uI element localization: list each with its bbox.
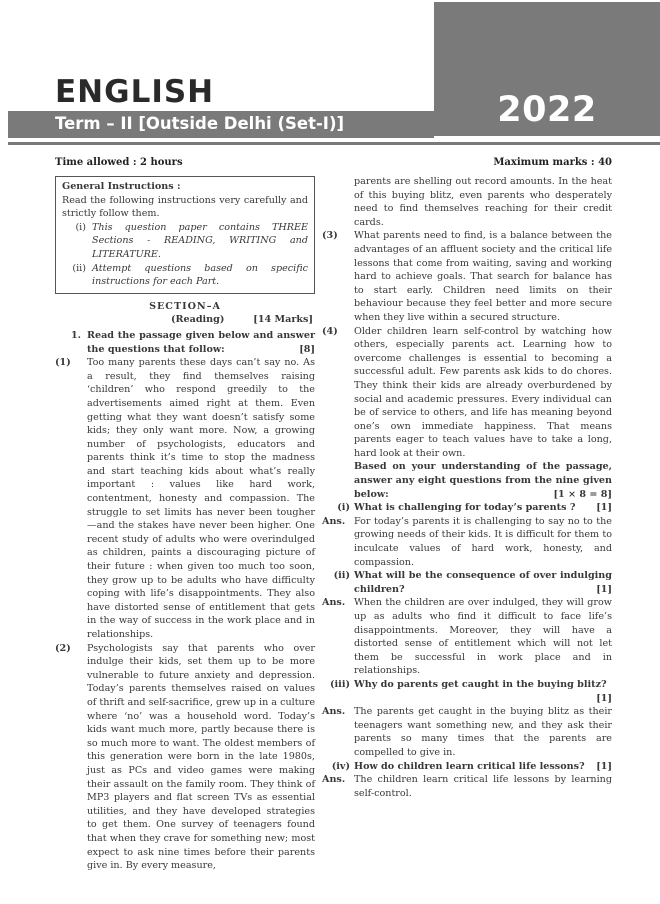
sub-question-text [354, 501, 612, 515]
answer-instruction [322, 460, 612, 501]
sub-question [322, 678, 612, 705]
subject-title: ENGLISH [55, 74, 215, 110]
section-subtitle-row [55, 313, 313, 327]
answer-instruction-text: Based on your understanding of the passage, answer any eight questions from the nine given below: [354, 461, 612, 500]
instruction-number: (i) [75, 221, 86, 233]
paragraph-number: (1) [55, 357, 71, 369]
passage-paragraph [322, 325, 612, 461]
sub-question-label: What will be the consequence of over indulging children? [354, 570, 612, 595]
paragraph-number: (2) [55, 642, 71, 654]
sub-question-marks: [1] [596, 760, 612, 772]
answer-label: Ans. [322, 515, 346, 527]
question-1-text: Read the passage given below and answer the questions that follow: [87, 329, 315, 355]
sub-question-number: (ii) [333, 570, 350, 582]
answer-text: When the children are over indulged, they will grow up as adults who find it difficult to face life’s disappointments. Moreover, they will have a distorted sense of entitlement which will not let them be successful in work place and in relationships. [354, 597, 612, 677]
passage-paragraph [55, 642, 315, 873]
exam-year: 2022 [497, 90, 597, 130]
sub-question-number: (i) [337, 502, 350, 514]
answer [322, 773, 612, 800]
paragraph-number [322, 175, 354, 229]
paragraph-text: Older children learn self-control by watching how others, especially parents act. Learning how to overcome challenges is essential to becoming a successful adult. Few parents ask kids to do chores. They think their kids are already overburdened by social and academic pressures. Every individual can be of service to others, and life has meaning beyond one’s own immediate happiness. That means parents eager to teach values have to take a long, hard look at their own. [354, 325, 612, 459]
answer-label: Ans. [322, 706, 346, 718]
answer-label: Ans. [322, 774, 346, 786]
question-marks: [8] [299, 343, 315, 355]
instruction-text: Attempt questions based on specific instructions for each Part. [92, 262, 308, 288]
answer [322, 705, 612, 759]
answer [322, 596, 612, 678]
instructions-title: General Instructions : [62, 181, 181, 192]
section-title: SECTION–A [149, 300, 221, 312]
answer-instruction-marks: [1 × 8 = 8] [553, 488, 612, 500]
sub-question-text [354, 760, 612, 774]
paragraph-text: parents are shelling out record amounts. In the heat of this buying blitz, even parents who desperately need to find themselves reaching for their credit cards. [354, 176, 612, 228]
passage-paragraph [322, 229, 612, 324]
sub-question [322, 569, 612, 596]
paragraph-text: Psychologists say that parents who over indulge their kids, set them up to be more vulnerable to future anxiety and depression. Today’s parents themselves raised on values of thrift and self-sacrifice, grew up in a culture where ‘no’ was a household word. Today’s kids want much more, partly because there is so much more to want. The oldest members of this generation were born in the late 1980s, just as PCs and video games were making their assault on the family room. They think of MP3 players and flat screen TVs as essential utilities, and they have developed strategies to get them. One survey of teenagers found that when they crave for something new; most expect to ask nine times before their parents give in. By every measure, [87, 642, 315, 872]
answer-label: Ans. [322, 597, 346, 609]
section-marks: [14 Marks] [253, 314, 313, 326]
instruction-item [62, 221, 308, 262]
sub-question-number: (iv) [331, 760, 350, 772]
header-divider [8, 142, 660, 145]
maximum-marks: Maximum marks : 40 [493, 157, 612, 168]
passage-paragraph-continued [322, 175, 612, 229]
sub-question-text [354, 569, 612, 596]
section-subtitle: (Reading) [171, 314, 225, 326]
question-text [87, 329, 315, 356]
instructions-intro: Read the following instructions very carefully and strictly follow them. [62, 194, 308, 220]
paragraph-number: (4) [322, 325, 338, 337]
instruction-item [62, 262, 308, 289]
answer-text: The parents get caught in the buying blitz as their teenagers want something new, and they ask their parents so many times that the parents are compelled to give in. [354, 706, 612, 758]
sub-question [322, 501, 612, 515]
sub-question-label: Why do parents get caught in the buying blitz? [354, 678, 607, 690]
instruction-text: This question paper contains THREE Sections - READING, WRITING and LITERATURE. [92, 221, 308, 260]
general-instructions-box [55, 176, 315, 294]
sub-question-label: What is challenging for today’s parents ? [354, 502, 576, 514]
answer [322, 515, 612, 569]
instruction-number: (ii) [72, 262, 86, 274]
sub-question [322, 760, 612, 774]
left-column [55, 176, 315, 873]
sub-question-marks: [1] [596, 502, 612, 514]
paragraph-text: What parents need to find, is a balance between the advantages of an affluent society and the critical life lessons that come from waiting, saving and working hard to achieve goals. That search for balance has to start early. Children need limits on their behaviour because they feel better and more secure when they live within a secured structure. [354, 230, 612, 323]
answer-text: For today’s parents it is challenging to say no to the growing needs of their kids. It is difficult for them to inculcate values of hard work, honesty, and compassion. [354, 515, 612, 568]
sub-question-marks: [1] [596, 583, 612, 595]
answer-text: The children learn critical life lessons by learning self-control. [354, 774, 612, 799]
question-number: 1. [70, 329, 81, 341]
term-title: Term – II [Outside Delhi (Set-I)] [55, 114, 345, 133]
question-1 [55, 329, 315, 356]
sub-question-marks: [1] [596, 692, 612, 704]
paragraph-number: (3) [322, 230, 338, 242]
time-allowed: Time allowed : 2 hours [55, 157, 183, 168]
right-column [322, 175, 612, 800]
sub-question-text [354, 678, 612, 705]
sub-question-number: (iii) [329, 678, 350, 690]
sub-question-label: How do children learn critical life lessons? [354, 760, 585, 772]
passage-paragraph [55, 356, 315, 641]
paragraph-text: Too many parents these days can’t say no. As a result, they find themselves raising ‘children’ who respond greedily to the advertisements aimed right at them. Even getting what they want doesn’t satisfy some kids; they only want more. Now, a growing number of psychologists, educators and parents think it’s time to stop the madness and start teaching kids about what’s really important : values like hard work, contentment, honesty and compassion. The struggle to set limits has never been tougher—and the stakes have never been higher. One recent study of adults who were overindulged as children, paints a discouraging picture of their future : when given too much too soon, they grow up to be adults who have difficulty coping with life’s disappointments. They also have distorted sense of entitlement that gets in the way of success in the work place and in relationships. [87, 357, 315, 640]
